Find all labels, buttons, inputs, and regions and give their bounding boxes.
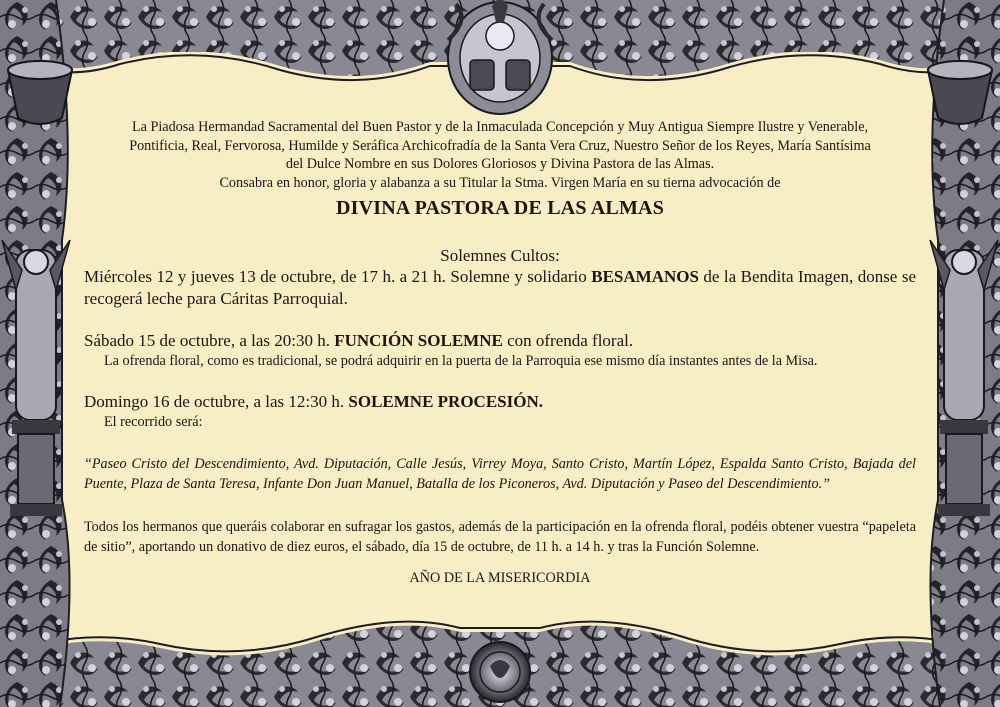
funcion-paragraph — [84, 330, 916, 352]
funcion-text: Sábado 15 de octubre, a las 20:30 h. — [84, 331, 335, 351]
funcion-note: La ofrenda floral, como es tradicional, se podrá adquirir en la puerta de la Parroquia ese mismo día instantes antes de la Misa. — [104, 353, 818, 370]
besamanos-text-end: de la Bendita Imagen, donse se recogerá leche para Cáritas Parroquial. — [84, 267, 916, 309]
intro-line: La Piadosa Hermandad Sacramental del Buen Pastor y de la Inmaculada Concepción y Muy Antigua Siempre Ilustre y Venerable, — [131, 119, 869, 135]
corner-urn-top-left — [8, 61, 72, 124]
procesion-paragraph — [84, 391, 916, 413]
bottom-rosette-emblem — [470, 642, 530, 702]
procesion-text: Domingo 16 de octubre, a las 12:30 h. — [84, 391, 349, 411]
brotherhood-intro — [84, 118, 916, 192]
procession-route: “Paseo Cristo del Descendimiento, Avd. Diputación, Calle Jesús, Virrey Moya, Santo Cristo, Martín López, Espalda Santo Cristo, Bajada del Puente, Plaza de Santa Teresa, Infante Don Juan Manuel, Batalla de los Piconeros, Avd. Diputación y Paseo del Descendimiento.” — [84, 455, 916, 493]
funcion-bold: FUNCIÓN SOLEMNE — [334, 331, 503, 351]
top-crest-emblem — [448, 0, 552, 114]
funcion-text-end: con ofrenda floral. — [502, 331, 634, 351]
corner-urn-top-right — [928, 61, 992, 124]
intro-line: Pontificia, Real, Fervorosa, Humilde y Seráfica Archicofradía de la Santa Vera Cruz, Nuestro Señor de los Reyes, María Santísima — [129, 137, 871, 154]
besamanos-text: Miércoles 12 y jueves 13 de octubre, de 17 h. a 21 h. Solemne y solidario — [84, 267, 592, 287]
procesion-bold: SOLEMNE PROCESIÓN. — [348, 391, 543, 411]
intro-line: del Dulce Nombre en sus Dolores Gloriosos y Divina Pastora de las Almas. — [285, 156, 715, 173]
invitation-text — [84, 118, 916, 587]
route-label: El recorrido será: — [104, 413, 203, 430]
cultos-heading: Solemnes Cultos: — [440, 246, 560, 266]
besamanos-paragraph — [84, 266, 916, 310]
year-motto: AÑO DE LA MISERICORDIA — [409, 569, 591, 586]
intro-line: Consabra en honor, gloria y alabanza a su Titular la Stma. Virgen María en su tierna advocación de — [219, 174, 781, 191]
besamanos-bold: BESAMANOS — [591, 267, 699, 287]
brothers-note: Todos los hermanos que queráis colaborar en sufragar los gastos, además de la participación en la ofrenda floral, podéis obtener vuestra “papeleta de sitio”, aportando un donativo de diez euros, el sábado, día 15 de octubre, de 11 h. a 14 h. y tras la Función Solemne. — [84, 518, 916, 556]
page-title: DIVINA PASTORA DE LAS ALMAS — [335, 197, 665, 220]
